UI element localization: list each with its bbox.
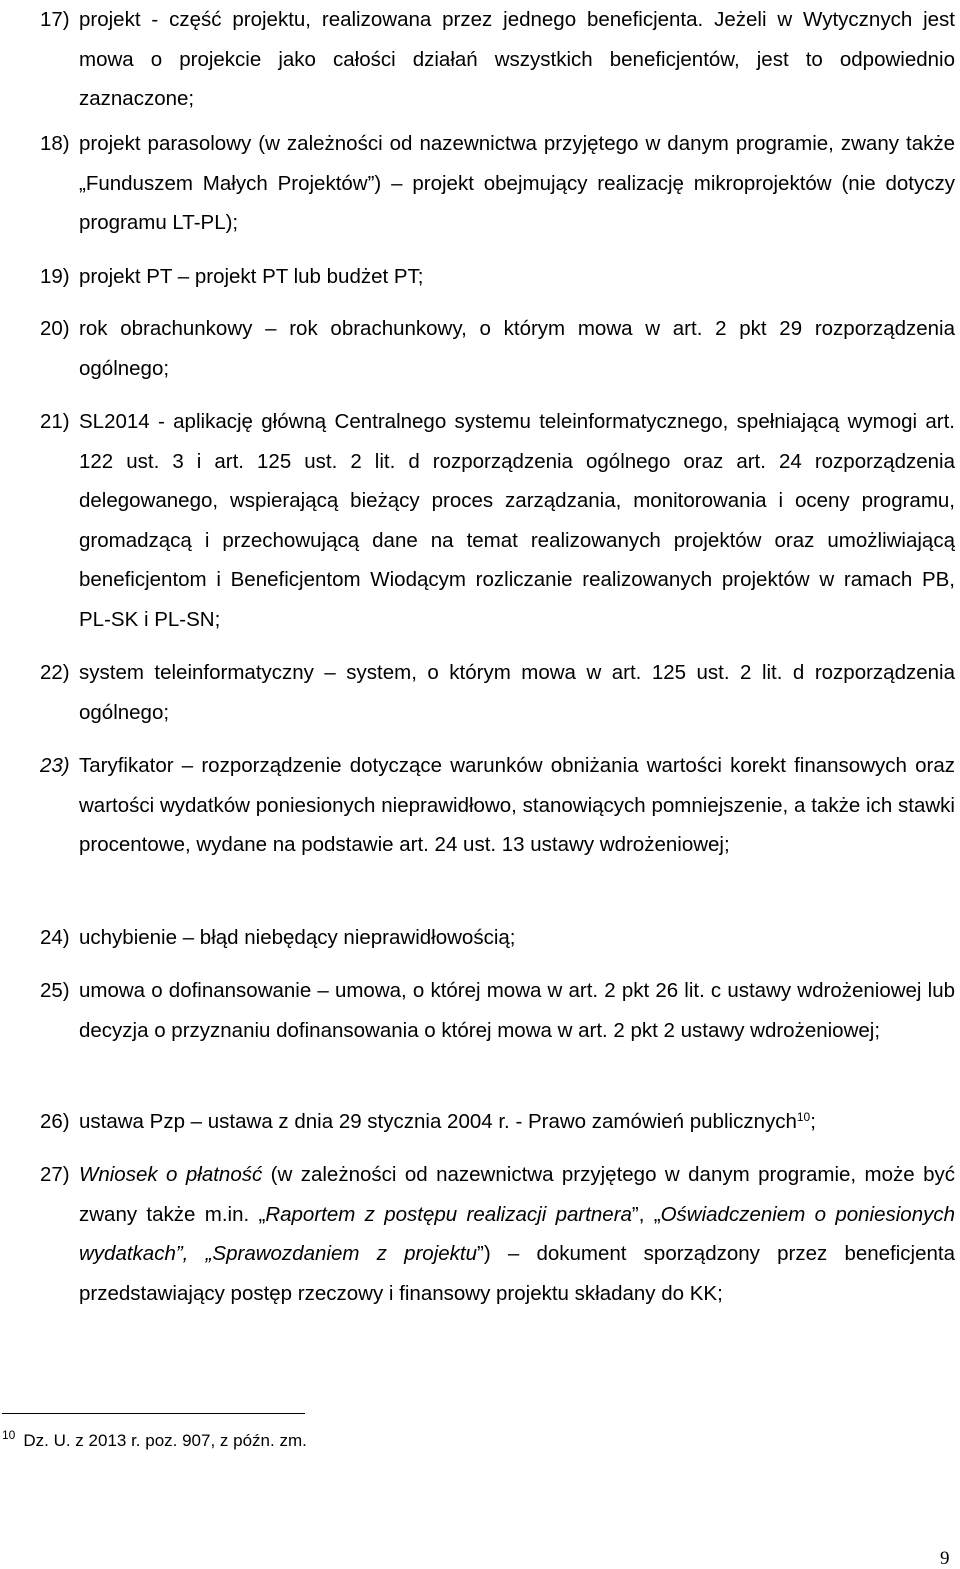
italic-term: Raportem z postępu realizacji partnera xyxy=(265,1202,632,1226)
list-item xyxy=(40,309,955,388)
text-fragment: ”, „ xyxy=(175,1242,213,1265)
italic-term: Wniosek o płatność xyxy=(79,1163,263,1186)
text-fragment: (w zależności od nazewnictwa przyjętego w danym programie, może być zwany także m.in. „ xyxy=(79,1163,955,1226)
item-text: SL2014 - aplikację główną Centralnego systemu teleinformatycznego, spełniającą wymogi art. 122 ust. 3 i art. 125 ust. 2 lit. d rozporządzenia ogólnego oraz art. 24 rozporządzenia delegowanego, wspierającą bieżący proces zarządzania, monitorowania i oceny programu, gromadzącą i przechowującą dane na temat realizowanych projektów oraz umożliwiającą beneficjentom i Beneficjentom Wiodącym rozliczanie realizowanych projektów w ramach PB, PL-SK i PL-SN; xyxy=(79,410,955,631)
item-text: projekt - część projektu, realizowana przez jednego beneficjenta. Jeżeli w Wytycznych jest mowa o projekcie jako całości działań wszystkich beneficjentów, jest to odpowiednio zaznaczone; xyxy=(79,8,955,110)
item-number: 26) xyxy=(40,1110,70,1133)
item-number: 17) xyxy=(40,8,70,31)
item-text: system teleinformatyczny – system, o którym mowa w art. 125 ust. 2 lit. d rozporządzenia ogólnego; xyxy=(79,661,955,724)
italic-term: Sprawozdaniem z projektu xyxy=(212,1242,477,1265)
item-text-main: ustawa Pzp – ustawa z dnia 29 stycznia 2004 r. - Prawo zamówień publicznych xyxy=(79,1110,797,1133)
item-text: Taryfikator – rozporządzenie dotyczące warunków obniżania wartości korekt finansowych oraz wartości wydatków poniesionych nieprawidłowo, stanowiących pomniejszenie, a także ich stawki procentowe, wydane na podstawie art. 24 ust. 13 ustawy wdrożeniowej; xyxy=(79,754,955,856)
item-number: 27) xyxy=(40,1163,70,1186)
footnote xyxy=(2,1424,307,1452)
item-text xyxy=(79,1155,955,1313)
text-fragment: ”) – dokument sporządzony przez beneficjenta przedstawiający postęp rzeczowy i finansowy projektu składany do KK; xyxy=(79,1242,955,1305)
footnote-text: Dz. U. z 2013 r. poz. 907, z późn. zm. xyxy=(23,1431,307,1450)
item-text-end: ; xyxy=(810,1110,816,1133)
footnote-number: 10 xyxy=(2,1428,16,1442)
item-text xyxy=(79,1102,955,1142)
list-item xyxy=(40,971,955,1050)
item-text: projekt PT – projekt PT lub budżet PT; xyxy=(79,265,424,288)
list-item xyxy=(40,0,955,119)
item-number: 19) xyxy=(40,265,70,288)
list-item xyxy=(40,1155,955,1313)
footnote-reference[interactable]: 10 xyxy=(796,1110,811,1124)
item-number: 25) xyxy=(40,979,70,1002)
item-number: 20) xyxy=(40,317,70,340)
list-item xyxy=(40,746,955,865)
list-item xyxy=(40,1102,955,1142)
page-number: 9 xyxy=(940,1548,950,1569)
list-item xyxy=(40,918,955,958)
list-item xyxy=(40,257,955,297)
italic-term: Oświadczeniem o poniesionych wydatkach xyxy=(79,1202,955,1265)
item-text: uchybienie – błąd niebędący nieprawidłowością; xyxy=(79,926,516,949)
list-item xyxy=(40,402,955,639)
list-item xyxy=(40,653,955,732)
item-number: 24) xyxy=(40,926,70,949)
item-number: 21) xyxy=(40,410,70,433)
item-text: rok obrachunkowy – rok obrachunkowy, o którym mowa w art. 2 pkt 29 rozporządzenia ogólnego; xyxy=(79,317,955,380)
item-text: umowa o dofinansowanie – umowa, o której mowa w art. 2 pkt 26 lit. c ustawy wdrożeniowej lub decyzja o przyznaniu dofinansowania o której mowa w art. 2 pkt 2 ustawy wdrożeniowej; xyxy=(79,979,955,1042)
text-fragment: ”, „ xyxy=(631,1202,661,1226)
item-number: 18) xyxy=(40,132,70,155)
item-text: projekt parasolowy (w zależności od nazewnictwa przyjętego w danym programie, zwany także „Funduszem Małych Projektów”) – projekt obejmujący realizację mikroprojektów (nie dotyczy programu LT-PL); xyxy=(79,132,955,234)
footnote-separator xyxy=(2,1413,305,1414)
item-number: 23) xyxy=(40,754,70,777)
item-number: 22) xyxy=(40,661,70,684)
list-item xyxy=(40,124,955,243)
